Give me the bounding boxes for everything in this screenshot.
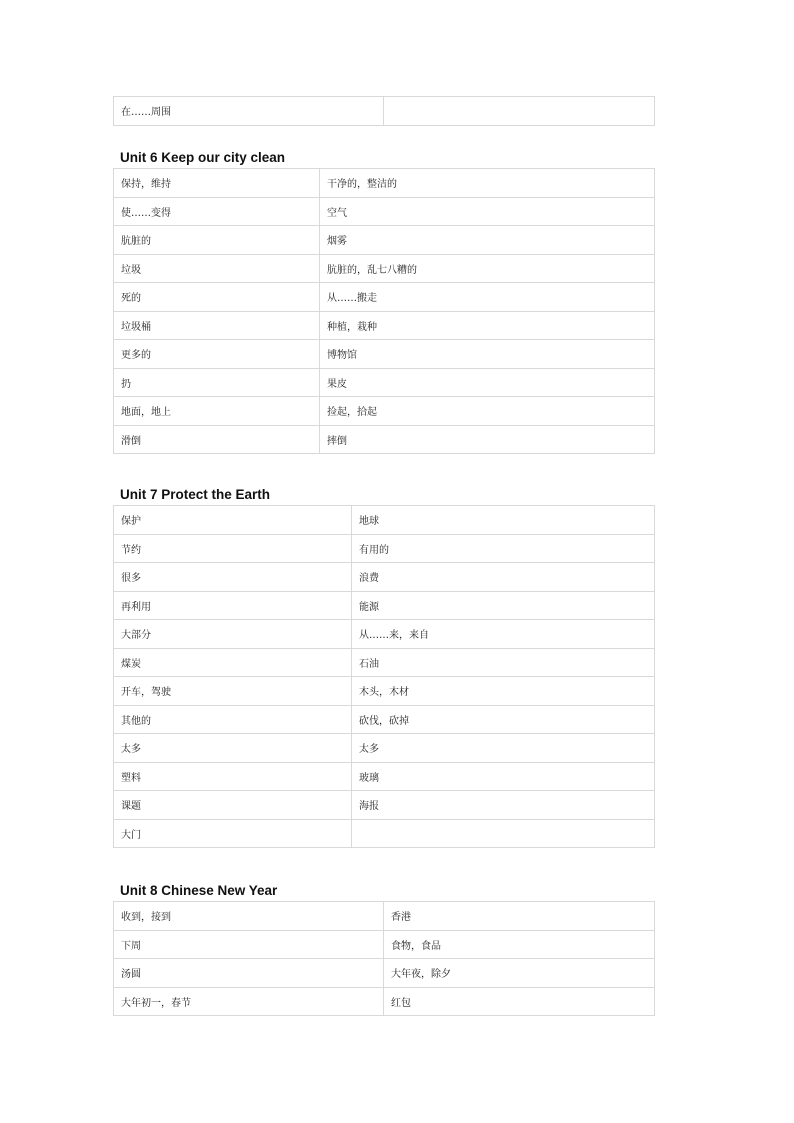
- chinese-cell: 砍伐，砍掉: [352, 705, 655, 734]
- table-row: [114, 930, 655, 959]
- unit-7-heading: Unit 7 Protect the Earth: [120, 487, 271, 502]
- table-row: [114, 987, 655, 1016]
- vocab-table-unit-6: [113, 168, 655, 454]
- unit-7-table-block: [113, 505, 654, 848]
- table-row: [114, 425, 655, 454]
- chinese-cell: 太多: [114, 734, 352, 763]
- chinese-cell: [352, 819, 655, 848]
- chinese-cell: 空气: [320, 197, 655, 226]
- chinese-cell: 红包: [384, 987, 655, 1016]
- vocab-table-unit-8: [113, 901, 655, 1016]
- chinese-cell: 其他的: [114, 705, 352, 734]
- table-row: [114, 397, 655, 426]
- table-row: [114, 226, 655, 255]
- chinese-cell: 木头，木材: [352, 677, 655, 706]
- chinese-cell: 使……变得: [114, 197, 320, 226]
- unit-8-heading: Unit 8 Chinese New Year: [120, 883, 278, 898]
- table-row: [114, 283, 655, 312]
- table-row: [114, 340, 655, 369]
- chinese-cell: 塑料: [114, 762, 352, 791]
- chinese-cell: 烟雾: [320, 226, 655, 255]
- chinese-cell: 大部分: [114, 620, 352, 649]
- table-row: [114, 254, 655, 283]
- chinese-cell: 很多: [114, 563, 352, 592]
- table-row: [114, 534, 655, 563]
- chinese-cell: 摔倒: [320, 425, 655, 454]
- table-row: [114, 734, 655, 763]
- chinese-cell: 地球: [352, 506, 655, 535]
- chinese-cell: 大门: [114, 819, 352, 848]
- chinese-cell: 大年夜，除夕: [384, 959, 655, 988]
- chinese-cell: 收到，接到: [114, 902, 384, 931]
- chinese-cell: 太多: [352, 734, 655, 763]
- chinese-cell: 课题: [114, 791, 352, 820]
- table-row: [114, 311, 655, 340]
- chinese-cell: 在……周围: [114, 97, 384, 126]
- chinese-cell: 保持，维持: [114, 169, 320, 198]
- table-row: [114, 591, 655, 620]
- table-row: [114, 902, 655, 931]
- chinese-cell: 石油: [352, 648, 655, 677]
- chinese-cell: 肮脏的，乱七八糟的: [320, 254, 655, 283]
- vocab-table-unit-7: [113, 505, 655, 848]
- table-row: [114, 819, 655, 848]
- chinese-cell: 地面，地上: [114, 397, 320, 426]
- chinese-cell: 更多的: [114, 340, 320, 369]
- table-row: [114, 648, 655, 677]
- chinese-cell: 下周: [114, 930, 384, 959]
- chinese-cell: 浪费: [352, 563, 655, 592]
- chinese-cell: 香港: [384, 902, 655, 931]
- chinese-cell: 玻璃: [352, 762, 655, 791]
- unit-6-table-block: [113, 168, 654, 454]
- chinese-cell: 保护: [114, 506, 352, 535]
- table-row: [114, 368, 655, 397]
- chinese-cell: 煤炭: [114, 648, 352, 677]
- chinese-cell: 扔: [114, 368, 320, 397]
- chinese-cell: 汤圆: [114, 959, 384, 988]
- chinese-cell: 食物，食品: [384, 930, 655, 959]
- chinese-cell: 节约: [114, 534, 352, 563]
- chinese-cell: 果皮: [320, 368, 655, 397]
- chinese-cell: 种植，栽种: [320, 311, 655, 340]
- table-row: [114, 563, 655, 592]
- chinese-cell: 再利用: [114, 591, 352, 620]
- table-row: [114, 762, 655, 791]
- chinese-cell: [384, 97, 655, 126]
- chinese-cell: 干净的，整洁的: [320, 169, 655, 198]
- unit-6-heading: Unit 6 Keep our city clean: [120, 150, 286, 165]
- table-row: [114, 705, 655, 734]
- chinese-cell: 开车，驾驶: [114, 677, 352, 706]
- chinese-cell: 垃圾桶: [114, 311, 320, 340]
- table-row: [114, 959, 655, 988]
- vocab-table-top: [113, 96, 655, 126]
- top-table-block: [113, 96, 654, 126]
- table-row: [114, 677, 655, 706]
- chinese-cell: 滑倒: [114, 425, 320, 454]
- chinese-cell: 捡起，拾起: [320, 397, 655, 426]
- unit-8-table-block: [113, 901, 654, 1016]
- chinese-cell: 从……搬走: [320, 283, 655, 312]
- table-row: [114, 620, 655, 649]
- chinese-cell: 大年初一，春节: [114, 987, 384, 1016]
- chinese-cell: 海报: [352, 791, 655, 820]
- table-row: [114, 169, 655, 198]
- table-row: [114, 506, 655, 535]
- chinese-cell: 能源: [352, 591, 655, 620]
- chinese-cell: 垃圾: [114, 254, 320, 283]
- table-row: [114, 791, 655, 820]
- chinese-cell: 从……来，来自: [352, 620, 655, 649]
- chinese-cell: 博物馆: [320, 340, 655, 369]
- chinese-cell: 有用的: [352, 534, 655, 563]
- chinese-cell: 肮脏的: [114, 226, 320, 255]
- chinese-cell: 死的: [114, 283, 320, 312]
- table-row: [114, 97, 655, 126]
- table-row: [114, 197, 655, 226]
